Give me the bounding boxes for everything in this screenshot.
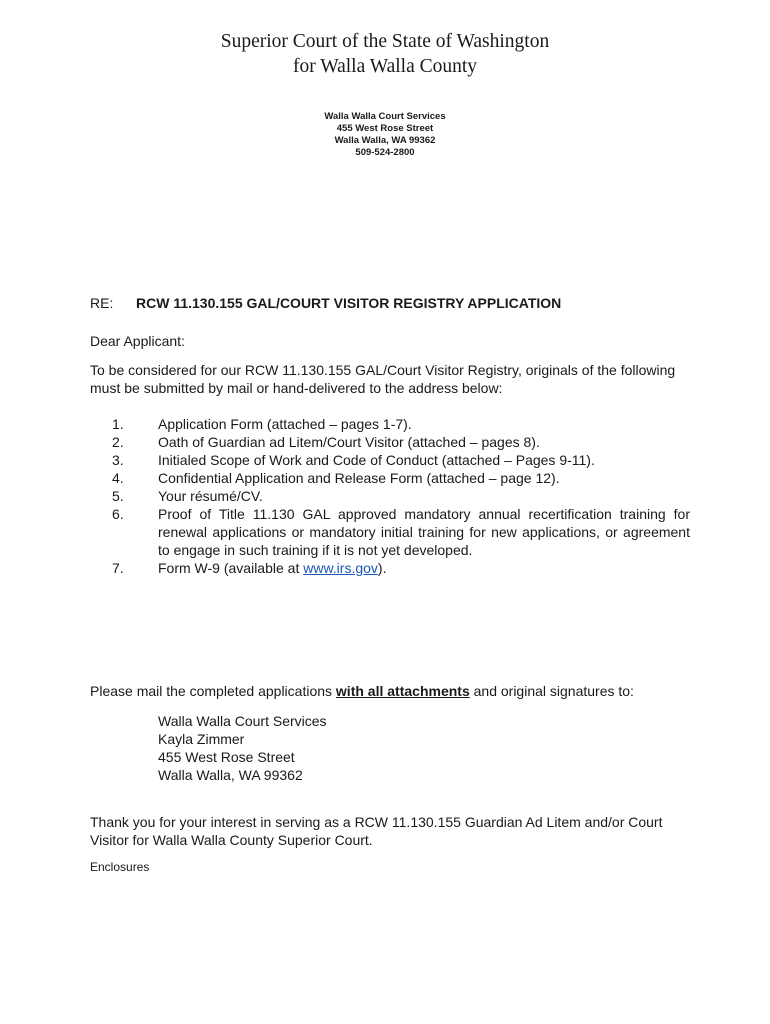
item-number: 6. [112,506,124,522]
item-number: 4. [112,470,124,486]
item-number: 7. [112,560,124,576]
mail-instruction [90,682,690,700]
mailing-address-line: 455 West Rose Street [158,749,295,765]
item-text: Confidential Application and Release Form (attached – page 12). [158,470,560,486]
address-line: Walla Walla Court Services [324,111,446,122]
enclosures-note: Enclosures [90,860,150,874]
mailing-address-line: Walla Walla, WA 99362 [158,767,303,783]
re-subject: RCW 11.130.155 GAL/COURT VISITOR REGISTRY APPLICATION [136,295,562,311]
requirements-list [90,415,690,577]
list-item [90,415,690,433]
mailing-address [158,712,327,784]
item-text-suffix: ). [377,560,387,576]
item-text: Application Form (attached – pages 1-7). [158,416,412,432]
mailing-address-line: Walla Walla Court Services [158,713,327,729]
mail-emphasis: with all attachments [335,683,470,699]
item-text: Your résumé/CV. [158,488,263,504]
item-text: Form W-9 (available at [158,560,304,576]
address-line: 455 West Rose Street [336,123,434,134]
item-text: Oath of Guardian ad Litem/Court Visitor (attached – pages 8). [158,434,540,450]
list-item [90,469,690,487]
item-text: Initialed Scope of Work and Code of Conduct (attached – Pages 9-11). [158,452,595,468]
salutation: Dear Applicant: [90,333,185,349]
intro-paragraph: To be considered for our RCW 11.130.155 GAL/Court Visitor Registry, originals of the following must be submitted by mail or hand-delivered to the address below: [90,362,676,396]
item-number: 5. [112,488,124,504]
list-item [90,505,690,559]
re-line [90,294,561,312]
item-number: 3. [112,452,124,468]
item-text: Proof of Title 11.130 GAL approved mandatory annual recertification training for renewal applications or mandatory initial training for new applications, or agreement to engage in such training if it is not yet developed. [158,506,690,558]
re-label: RE: [90,295,114,311]
list-item [90,451,690,469]
irs-link[interactable]: www.irs.gov [303,560,378,576]
list-item [90,559,690,577]
court-title-line-1: Superior Court of the State of Washington [220,31,550,52]
list-item [90,433,690,451]
closing-paragraph: Thank you for your interest in serving as a RCW 11.130.155 Guardian Ad Litem and/or Court Visitor for Walla Walla County Superior Court. [90,814,663,848]
phone-number: 509-524-2800 [355,147,415,158]
address-line: Walla Walla, WA 99362 [334,135,436,146]
list-item [90,487,690,505]
item-number: 1. [112,416,124,432]
mailing-address-line: Kayla Zimmer [158,731,245,747]
mail-text-before: Please mail the completed applications [90,683,336,699]
court-title-line-2: for Walla Walla County [292,56,478,77]
mail-text-after: and original signatures to: [469,683,634,699]
item-number: 2. [112,434,124,450]
